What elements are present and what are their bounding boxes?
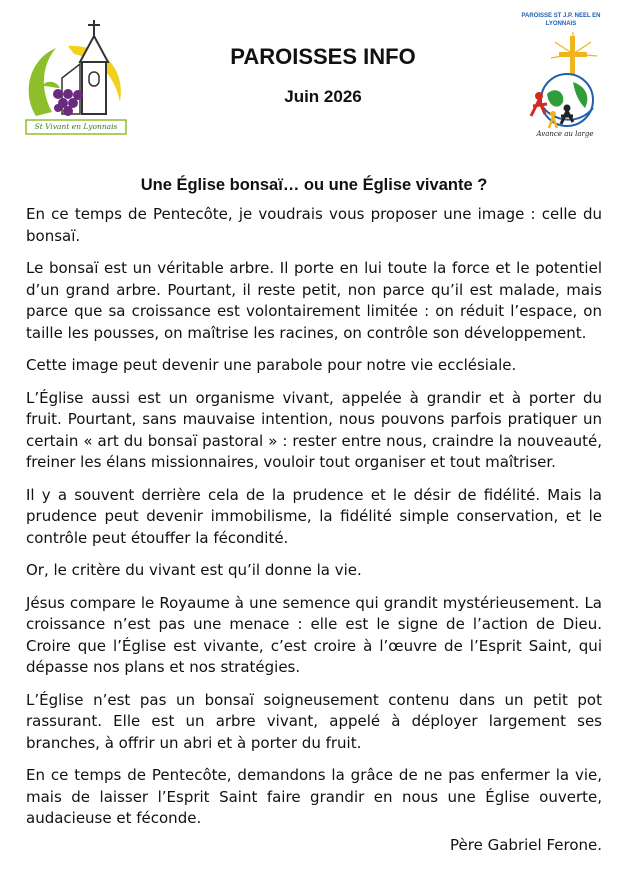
newsletter-title: PAROISSES INFO — [230, 44, 416, 69]
article-paragraph: Cette image peut devenir une parabole pour notre vie ecclésiale. — [26, 356, 517, 374]
newsletter-date: Juin 2026 — [284, 87, 362, 106]
article-paragraph: Le bonsaï est un véritable arbre. Il porte en lui toute la force et le potentiel d’un grand arbre. Pourtant, il reste petit, non parce qu’il est malade, mais parce que sa croissance est volontairement limitée : on réduit l’espace, on taille les pousses, on maîtrise les racines, on contrôle son développement. — [26, 259, 602, 342]
logo-right-caption-top: PAROISSE ST J.P. NEEL EN LYONNAIS — [521, 13, 601, 27]
article-paragraph: Il y a souvent derrière cela de la prudence et le désir de fidélité. Mais la prudence peut devenir immobilisme, la fidélité simple conservation, et le contrôle peut étouffer la fécondité. — [26, 485, 602, 547]
article-signature: Père Gabriel Ferone. — [450, 835, 602, 854]
article-paragraph: L’Église aussi est un organisme vivant, appelée à grandir et à porter du fruit. Pourtant, sans mauvaise intention, nous pouvons parfois pratiquer un certain « art du bonsaï pastoral » : rester entre nous, craindre la nouveauté, freiner les élans missionnaires, vouloir tout organiser et tout maîtriser. — [26, 388, 602, 471]
article-paragraph: L’Église n’est pas un bonsaï soigneusement contenu dans un petit pot rassurant. Elle est un arbre vivant, appelé à déployer largement ses branches, à offrir un abri et à porter du fruit. — [26, 690, 602, 752]
editorial-article — [26, 174, 602, 856]
article-paragraph: Or, le critère du vivant est qu’il donne la vie. — [26, 561, 362, 579]
logo-left-caption: St Vivant en Lyonnais — [34, 122, 118, 131]
article-paragraph: En ce temps de Pentecôte, je voudrais vous proposer une image : celle du bonsaï. — [26, 205, 602, 245]
logo-right-caption-bottom: Avance au large — [536, 130, 594, 138]
article-paragraph: Jésus compare le Royaume à une semence qui grandit mystérieusement. La croissance n’est pas une menace : elle est le signe de l’action de Dieu. Croire que l’Église est vivante, c’est croire à l’œuvre de l’Esprit Saint, qui dépasse nos plans et nos stratégies. — [26, 593, 602, 676]
parish-left-logo — [22, 16, 130, 138]
article-paragraph: En ce temps de Pentecôte, demandons la grâce de ne pas enfermer la vie, mais de laisser l’Esprit Saint faire grandir en nous une Église ouverte, audacieuse et féconde. — [26, 766, 602, 827]
parish-right-logo — [515, 12, 607, 148]
article-title: Une Église bonsaï… ou une Église vivante ? — [140, 176, 488, 194]
